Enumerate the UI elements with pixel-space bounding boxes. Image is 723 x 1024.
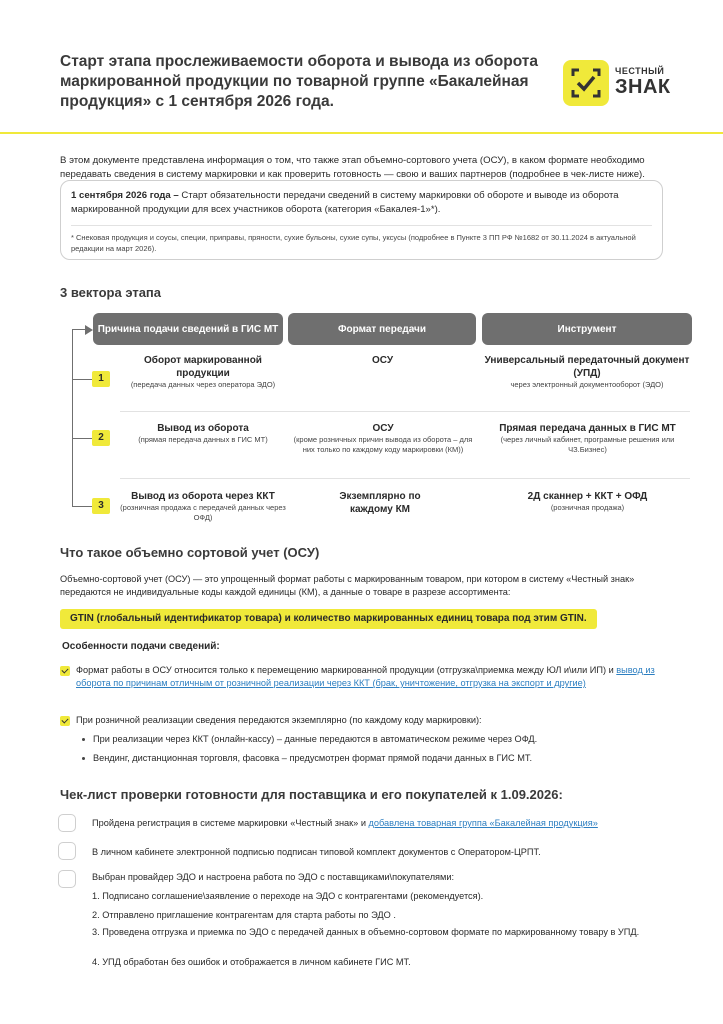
- notice-body: Старт обязательности передачи сведений в систему маркировки об обороте и выводе из оборота маркированной продукции для всех участников оборота (категория «Бакалея-1»*).: [71, 190, 619, 215]
- product-group-link[interactable]: добавлена товарная группа «Бакалейная продукция»: [368, 818, 598, 828]
- osu-description: Объемно-сортовой учет (ОСУ) — это упрощенный формат работы с маркированным товаром, при котором в систему «Честный знак» передаются не индивидуальные коды каждой единицы (КМ), а данные о товаре в разрезе ассортимента:: [60, 574, 635, 597]
- chestny-znak-logo-icon: [563, 60, 609, 106]
- cell-subtitle: (через личный кабинет, програмные решения или ЧЗ.Бизнес): [500, 435, 675, 454]
- withdrawal-link[interactable]: вывод из оборота по причинам отличным от розничной реализации через ККТ (брак, уничтожение, отгрузка на экспорт и другие): [76, 665, 655, 688]
- cell-title: Экземплярно по каждому КМ: [339, 491, 421, 515]
- header-divider: [0, 132, 723, 134]
- vector-cell: [293, 422, 473, 455]
- bullet-item: [82, 752, 532, 765]
- vector-cell: [113, 490, 293, 523]
- osu-highlight: GTIN (глобальный идентификатор товара) и количество маркированных единиц товара под этим GTIN.: [60, 609, 597, 629]
- cell-subtitle: (прямая передача данных в ГИС МТ): [138, 435, 268, 444]
- feature-item-text: При розничной реализации сведения передаются экземплярно (по каждому коду маркировки):: [76, 715, 482, 725]
- document-header: [60, 52, 560, 112]
- checklist-step: 4. УПД обработан без ошибок и отображается в личном кабинете ГИС МТ.: [92, 957, 411, 967]
- logo-line2: ЗНАК: [615, 76, 671, 98]
- logo: [563, 60, 673, 110]
- checklist-item-text: Выбран провайдер ЭДО и настроена работа по ЭДО с поставщиками\покупателями:: [92, 872, 455, 882]
- cell-title: Вывод из оборота: [157, 423, 249, 434]
- notice-footnote: * Снековая продукция и соусы, специи, приправы, пряности, сухие бульоны, сухие супы, уксусы (подробнее в Пункте 3 ПП РФ №1682 от 30.11.2024 в актуальной редакции на март 2026).: [71, 233, 636, 253]
- bullet-dot-icon: [82, 757, 85, 760]
- cell-title: Прямая передача данных в ГИС МТ: [499, 423, 676, 434]
- checklist-step: 2. Отправлено приглашение контрагентам для старта работы по ЭДО .: [92, 910, 396, 920]
- row-divider: [120, 478, 690, 479]
- checklist-item: [92, 817, 672, 830]
- cell-title: Оборот маркированной продукции: [144, 355, 262, 379]
- cell-subtitle: (розничная продажа с передачей данных через ОФД): [120, 503, 286, 522]
- checklist-item-text: Пройдена регистрация в системе маркировки «Честный знак» и: [92, 818, 369, 828]
- checklist-checkbox[interactable]: [58, 842, 76, 860]
- connector-line: [72, 329, 86, 330]
- row-divider: [120, 411, 690, 412]
- page-title: Старт этапа прослеживаемости оборота и вывода из оборота маркированной продукции по товарной группе «Бакалейная продукция» с 1 сентября 2026 года.: [60, 53, 538, 110]
- checkmark-icon: [60, 666, 70, 676]
- checkmark-icon: [60, 716, 70, 726]
- column-header-reason: Причина подачи сведений в ГИС МТ: [93, 313, 283, 345]
- connector-line: [72, 329, 73, 507]
- bullet-dot-icon: [82, 738, 85, 741]
- arrow-right-icon: [85, 325, 93, 335]
- cell-subtitle: (передача данных через оператора ЭДО): [130, 380, 276, 389]
- cell-title: ОСУ: [371, 355, 394, 366]
- vector-cell: [480, 354, 694, 390]
- vector-cell: [495, 422, 680, 455]
- bullet-item: [82, 733, 537, 746]
- vector-cell: [485, 490, 690, 513]
- cell-title: 2Д сканнер + ККТ + ОФД: [527, 491, 648, 502]
- notice-box: [60, 180, 663, 260]
- row-number: 2: [92, 430, 110, 446]
- logo-text: [615, 66, 671, 98]
- notice-date: 1 сентября 2026 года: [71, 190, 171, 201]
- checklist-checkbox[interactable]: [58, 870, 76, 888]
- checklist-item-text: В личном кабинете электронной подписью подписан типовой комплект документов с Оператором-ЦРПТ.: [92, 847, 541, 857]
- vector-cell: [325, 490, 435, 516]
- row-number: 1: [92, 371, 110, 387]
- cell-title: ОСУ: [372, 423, 394, 434]
- checklist-step: 3. Проведена отгрузка и приемка по ЭДО с передачей данных в объемно-сортовом формате по маркированному товару в УПД.: [92, 927, 640, 937]
- row-number: 3: [92, 498, 110, 514]
- connector-line: [72, 506, 92, 507]
- checklist-step: 1. Подписано соглашение\заявление о переходе на ЭДО с контрагентами (рекомендуется).: [92, 891, 484, 901]
- cell-title: Универсальный передаточный документ (УПД): [484, 355, 690, 379]
- checklist-heading: Чек-лист проверки готовности для поставщика и его покупателей к 1.09.2026:: [60, 787, 563, 802]
- features-heading: Особенности подачи сведений:: [62, 641, 220, 652]
- connector-line: [72, 438, 92, 439]
- checklist-checkbox[interactable]: [58, 814, 76, 832]
- bullet-text: Вендинг, дистанционная торговля, фасовка – предусмотрен формат прямой подачи данных в ГИС МТ.: [93, 753, 533, 763]
- cell-subtitle: через электронный документооборот (ЭДО): [510, 380, 664, 389]
- connector-line: [72, 379, 92, 380]
- vector-cell: [118, 422, 288, 445]
- column-header-tool: Инструмент: [482, 313, 692, 345]
- notice-text: [71, 189, 652, 217]
- column-header-format: Формат передачи: [288, 313, 476, 345]
- cell-subtitle: (кроме розничных причин вывода из оборота – для них только по каждому коду маркировки (КМ)): [293, 435, 473, 454]
- notice-dash: –: [170, 190, 182, 201]
- notice-divider: [71, 225, 652, 226]
- feature-item: [76, 664, 666, 690]
- vector-cell: [290, 354, 475, 367]
- cell-title: Вывод из оборота через ККТ: [131, 491, 275, 502]
- intro-text: В этом документе представлена информация о том, что также этап объемно-сортового учета (ОСУ), в каком формате необходимо передавать сведения в систему маркировки и как проверить готовность — свою и ваших партнеров (подробнее в чек-листе ниже).: [60, 155, 645, 180]
- feature-item-text: Формат работы в ОСУ относится только к перемещению маркированной продукции (отгрузка\приемка между ЮЛ и\или ИП) и: [76, 665, 614, 675]
- cell-subtitle: (розничная продажа): [550, 503, 625, 512]
- vectors-heading: 3 вектора этапа: [60, 285, 162, 300]
- vector-cell: [118, 354, 288, 390]
- logo-line1: ЧЕСТНЫЙ: [615, 66, 665, 76]
- bullet-text: При реализации через ККТ (онлайн-кассу) – данные передаются в автоматическом режиме через ОФД.: [93, 734, 538, 744]
- osu-heading: Что такое объемно сортовой учет (ОСУ): [60, 545, 320, 560]
